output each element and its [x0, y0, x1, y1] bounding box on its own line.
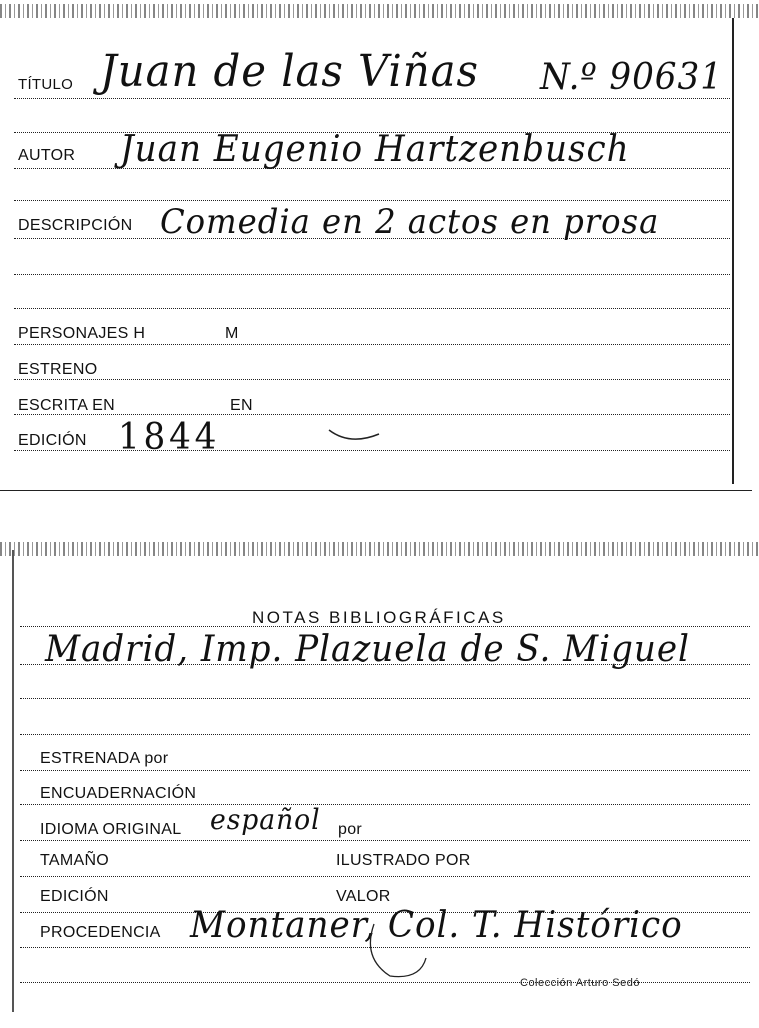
edicion-label: EDICIÓN — [18, 432, 87, 449]
ruled-line — [20, 734, 750, 735]
card-bottom-edge — [0, 490, 752, 491]
procedencia-label: PROCEDENCIA — [40, 924, 161, 941]
descripcion-value: Comedia en 2 actos en prosa — [160, 202, 660, 242]
card-torn-edge — [0, 542, 759, 556]
ruled-line — [14, 200, 730, 201]
ruled-line — [14, 414, 730, 415]
ruled-line — [20, 698, 750, 699]
edicion-label: EDICIÓN — [40, 888, 109, 905]
titulo-label: TÍTULO — [18, 76, 74, 93]
numero-value: N.º 90631 — [540, 57, 723, 98]
personajes-m-label: M — [225, 325, 239, 342]
idioma-original-value: español — [210, 803, 321, 836]
ruled-line — [14, 379, 730, 380]
por-label: por — [338, 821, 363, 838]
ruled-line — [14, 274, 730, 275]
ink-stroke — [325, 420, 385, 450]
catalog-card-back — [0, 540, 759, 1028]
descripcion-label: DESCRIPCIÓN — [18, 217, 133, 234]
autor-label: AUTOR — [18, 147, 76, 164]
estrenada-por-label: ESTRENADA por — [40, 750, 169, 767]
ruled-line — [20, 804, 750, 805]
valor-label: VALOR — [336, 888, 391, 905]
ruled-line — [20, 876, 750, 877]
notas-bibliograficas-heading: NOTAS BIBLIOGRÁFICAS — [252, 608, 506, 627]
ruled-line — [14, 308, 730, 309]
ink-circle-mark — [360, 918, 430, 983]
personajes-h-label: PERSONAJES H — [18, 325, 146, 342]
ruled-line — [14, 344, 730, 345]
procedencia-value: Montaner, Col. T. Histórico — [190, 905, 683, 946]
ilustrado-por-label: ILUSTRADO POR — [336, 852, 471, 869]
ruled-line — [14, 98, 730, 99]
collection-footer: Colección Arturo Sedó — [520, 977, 640, 989]
encuadernacion-label: ENCUADERNACIÓN — [40, 785, 197, 802]
card-left-border — [12, 550, 14, 1012]
en-label: EN — [230, 397, 253, 414]
idioma-original-label: IDIOMA ORIGINAL — [40, 821, 182, 838]
card-right-border — [732, 18, 734, 484]
autor-value: Juan Eugenio Hartzenbusch — [120, 129, 630, 170]
edicion-value: 1844 — [118, 417, 221, 458]
card-torn-edge — [0, 4, 759, 18]
catalog-card-front — [0, 0, 759, 495]
notas-value: Madrid, Imp. Plazuela de S. Miguel — [45, 629, 690, 670]
estreno-label: ESTRENO — [18, 361, 98, 378]
ruled-line — [20, 770, 750, 771]
ruled-line — [20, 840, 750, 841]
escrita-en-label: ESCRITA EN — [18, 397, 115, 414]
titulo-value: Juan de las Viñas — [100, 46, 479, 97]
tamano-label: TAMAÑO — [40, 852, 110, 869]
